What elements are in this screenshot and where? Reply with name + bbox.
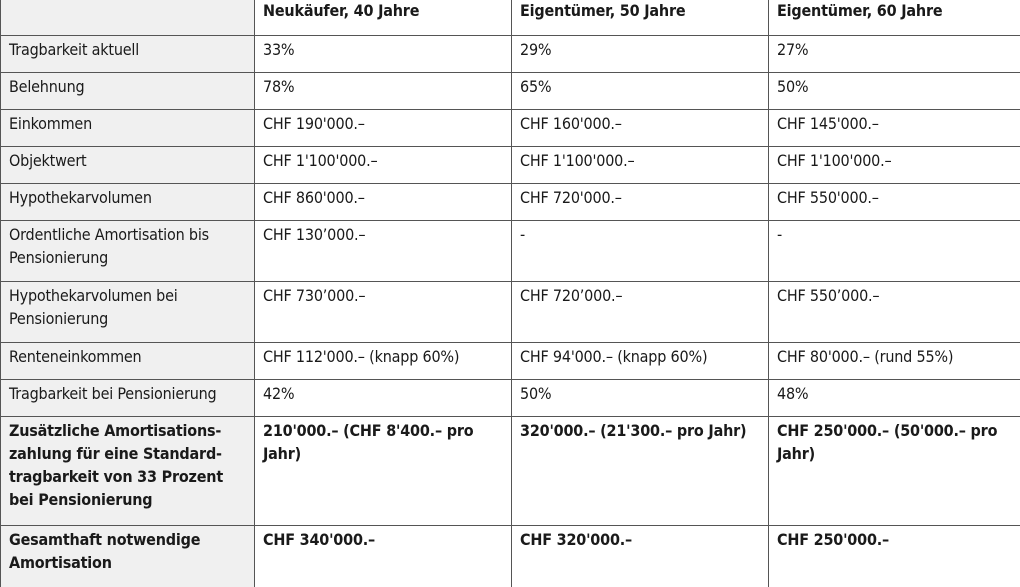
table-row xyxy=(1,73,1020,110)
table-cell: CHF 130’000.– xyxy=(255,221,512,282)
table-cell: 42% xyxy=(255,380,512,417)
table-row xyxy=(1,147,1020,184)
row-label: Belehnung xyxy=(1,73,255,110)
row-label: Tragbarkeit bei Pensionierung xyxy=(1,380,255,417)
table-row xyxy=(1,110,1020,147)
table-cell: CHF 720’000.– xyxy=(512,282,769,343)
row-label: Objektwert xyxy=(1,147,255,184)
table-cell: 29% xyxy=(512,36,769,73)
column-header: Neukäufer, 40 Jahre xyxy=(255,0,512,36)
table-row xyxy=(1,184,1020,221)
table-row xyxy=(1,526,1020,587)
row-label: Hypothekarvolumen bei Pensionierung xyxy=(1,282,255,343)
row-label: Zusätzliche Amortisations-zahlung für eine Standard-tragbarkeit von 33 Prozent bei Pensionierung xyxy=(1,417,255,526)
table-cell: CHF 1'100'000.– xyxy=(769,147,1020,184)
table-cell: CHF 730’000.– xyxy=(255,282,512,343)
table-cell: 48% xyxy=(769,380,1020,417)
row-label: Ordentliche Amortisation bis Pensionierung xyxy=(1,221,255,282)
corner-cell xyxy=(1,0,255,36)
table-row xyxy=(1,380,1020,417)
row-label: Renteneinkommen xyxy=(1,343,255,380)
table-cell: CHF 1'100'000.– xyxy=(255,147,512,184)
table-cell: CHF 94'000.– (knapp 60%) xyxy=(512,343,769,380)
table-row xyxy=(1,221,1020,282)
table-row xyxy=(1,417,1020,526)
column-header: Eigentümer, 60 Jahre xyxy=(769,0,1020,36)
table-cell: CHF 340'000.– xyxy=(255,526,512,587)
table-cell: CHF 112'000.– (knapp 60%) xyxy=(255,343,512,380)
row-label: Hypothekarvolumen xyxy=(1,184,255,221)
table-cell: - xyxy=(512,221,769,282)
table-cell: CHF 160'000.– xyxy=(512,110,769,147)
table-cell: CHF 720'000.– xyxy=(512,184,769,221)
table-row xyxy=(1,282,1020,343)
table-cell: CHF 1'100'000.– xyxy=(512,147,769,184)
table-cell: 33% xyxy=(255,36,512,73)
table-cell: CHF 860'000.– xyxy=(255,184,512,221)
table-cell: 50% xyxy=(512,380,769,417)
table-cell: 78% xyxy=(255,73,512,110)
row-label: Einkommen xyxy=(1,110,255,147)
table-row xyxy=(1,343,1020,380)
table-cell: CHF 145'000.– xyxy=(769,110,1020,147)
table-cell: 27% xyxy=(769,36,1020,73)
table-cell: - xyxy=(769,221,1020,282)
table-cell: 210'000.– (CHF 8'400.– pro Jahr) xyxy=(255,417,512,526)
row-label: Gesamthaft notwendige Amortisation xyxy=(1,526,255,587)
table-cell: CHF 190'000.– xyxy=(255,110,512,147)
table-cell: CHF 250'000.– xyxy=(769,526,1020,587)
table-cell: 320'000.– (21'300.– pro Jahr) xyxy=(512,417,769,526)
column-header: Eigentümer, 50 Jahre xyxy=(512,0,769,36)
table-cell: 50% xyxy=(769,73,1020,110)
table-cell: 65% xyxy=(512,73,769,110)
table-cell: CHF 80'000.– (rund 55%) xyxy=(769,343,1020,380)
table-cell: CHF 320'000.– xyxy=(512,526,769,587)
table-cell: CHF 550'000.– xyxy=(769,184,1020,221)
row-label: Tragbarkeit aktuell xyxy=(1,36,255,73)
table-row xyxy=(1,36,1020,73)
table-cell: CHF 250'000.– (50'000.– pro Jahr) xyxy=(769,417,1020,526)
header-row xyxy=(1,0,1020,36)
table-cell: CHF 550’000.– xyxy=(769,282,1020,343)
